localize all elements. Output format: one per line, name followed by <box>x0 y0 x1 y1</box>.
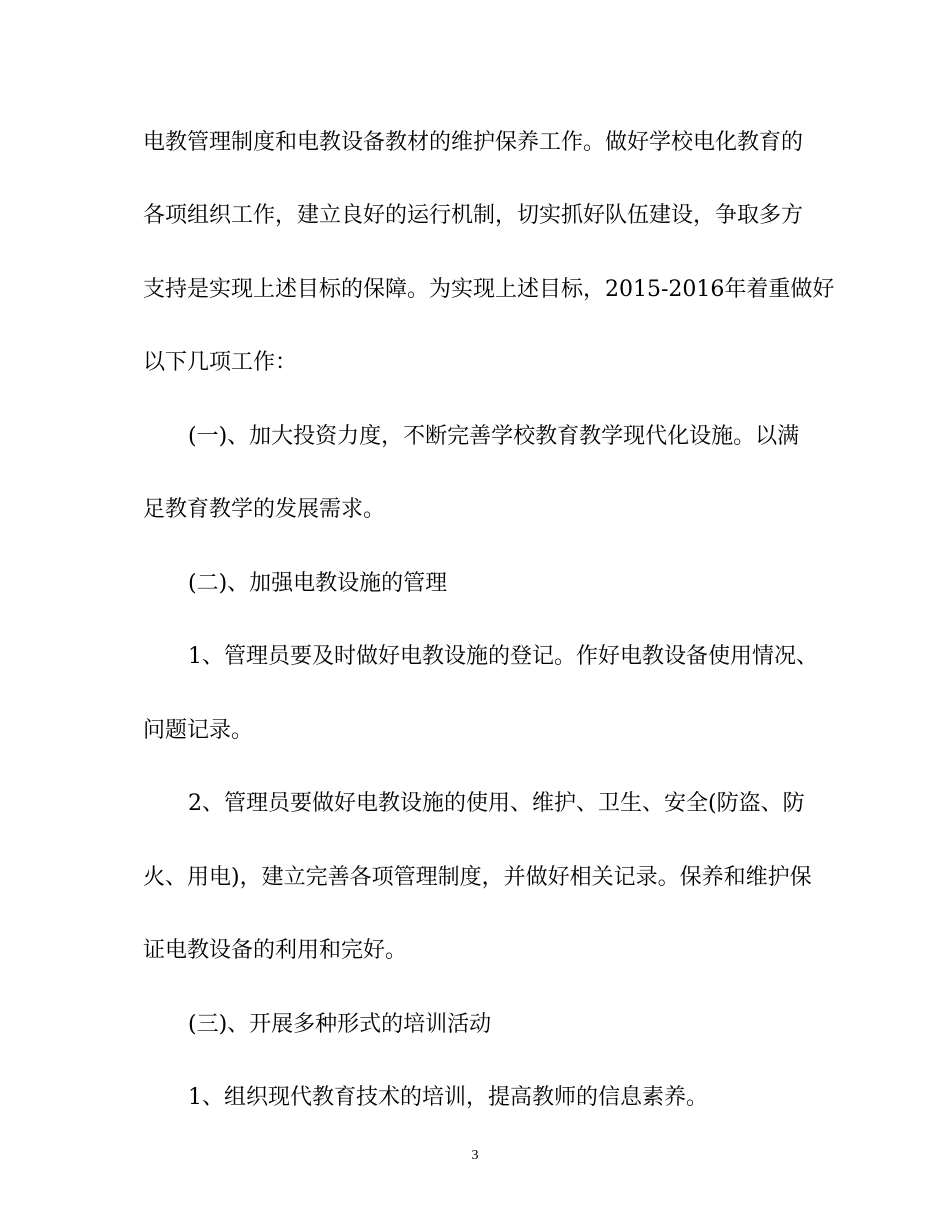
section-heading: (二)、加强电教设施的管理 <box>188 571 448 596</box>
page-number: 3 <box>471 1148 479 1163</box>
paragraph-line: (一)、加大投资力度，不断完善学校教育教学现代化设施。以满 <box>188 424 800 449</box>
paragraph-line: 支持是实现上述目标的保障。为实现上述目标，2015-2016年着重做好 <box>143 277 835 302</box>
paragraph-line: 各项组织工作，建立良好的运行机制，切实抓好队伍建设，争取多方 <box>143 203 804 228</box>
paragraph-line: 2、管理员要做好电教设施的使用、维护、卫生、安全(防盗、防 <box>188 791 805 816</box>
paragraph-line: 问题记录。 <box>143 718 254 743</box>
section-heading: (三)、开展多种形式的培训活动 <box>188 1012 492 1037</box>
paragraph-line: 足教育教学的发展需求。 <box>143 497 386 522</box>
paragraph-line: 以下几项工作： <box>143 350 298 375</box>
paragraph-line: 电教管理制度和电教设备教材的维护保养工作。做好学校电化教育的 <box>143 130 804 155</box>
paragraph-line: 1、组织现代教育技术的培训，提高教师的信息素养。 <box>188 1085 708 1110</box>
paragraph-line: 火、用电)，建立完善各项管理制度，并做好相关记录。保养和维护保 <box>143 865 812 890</box>
paragraph-line: 证电教设备的利用和完好。 <box>143 938 408 963</box>
paragraph-line: 1、管理员要及时做好电教设施的登记。作好电教设备使用情况、 <box>188 644 818 669</box>
